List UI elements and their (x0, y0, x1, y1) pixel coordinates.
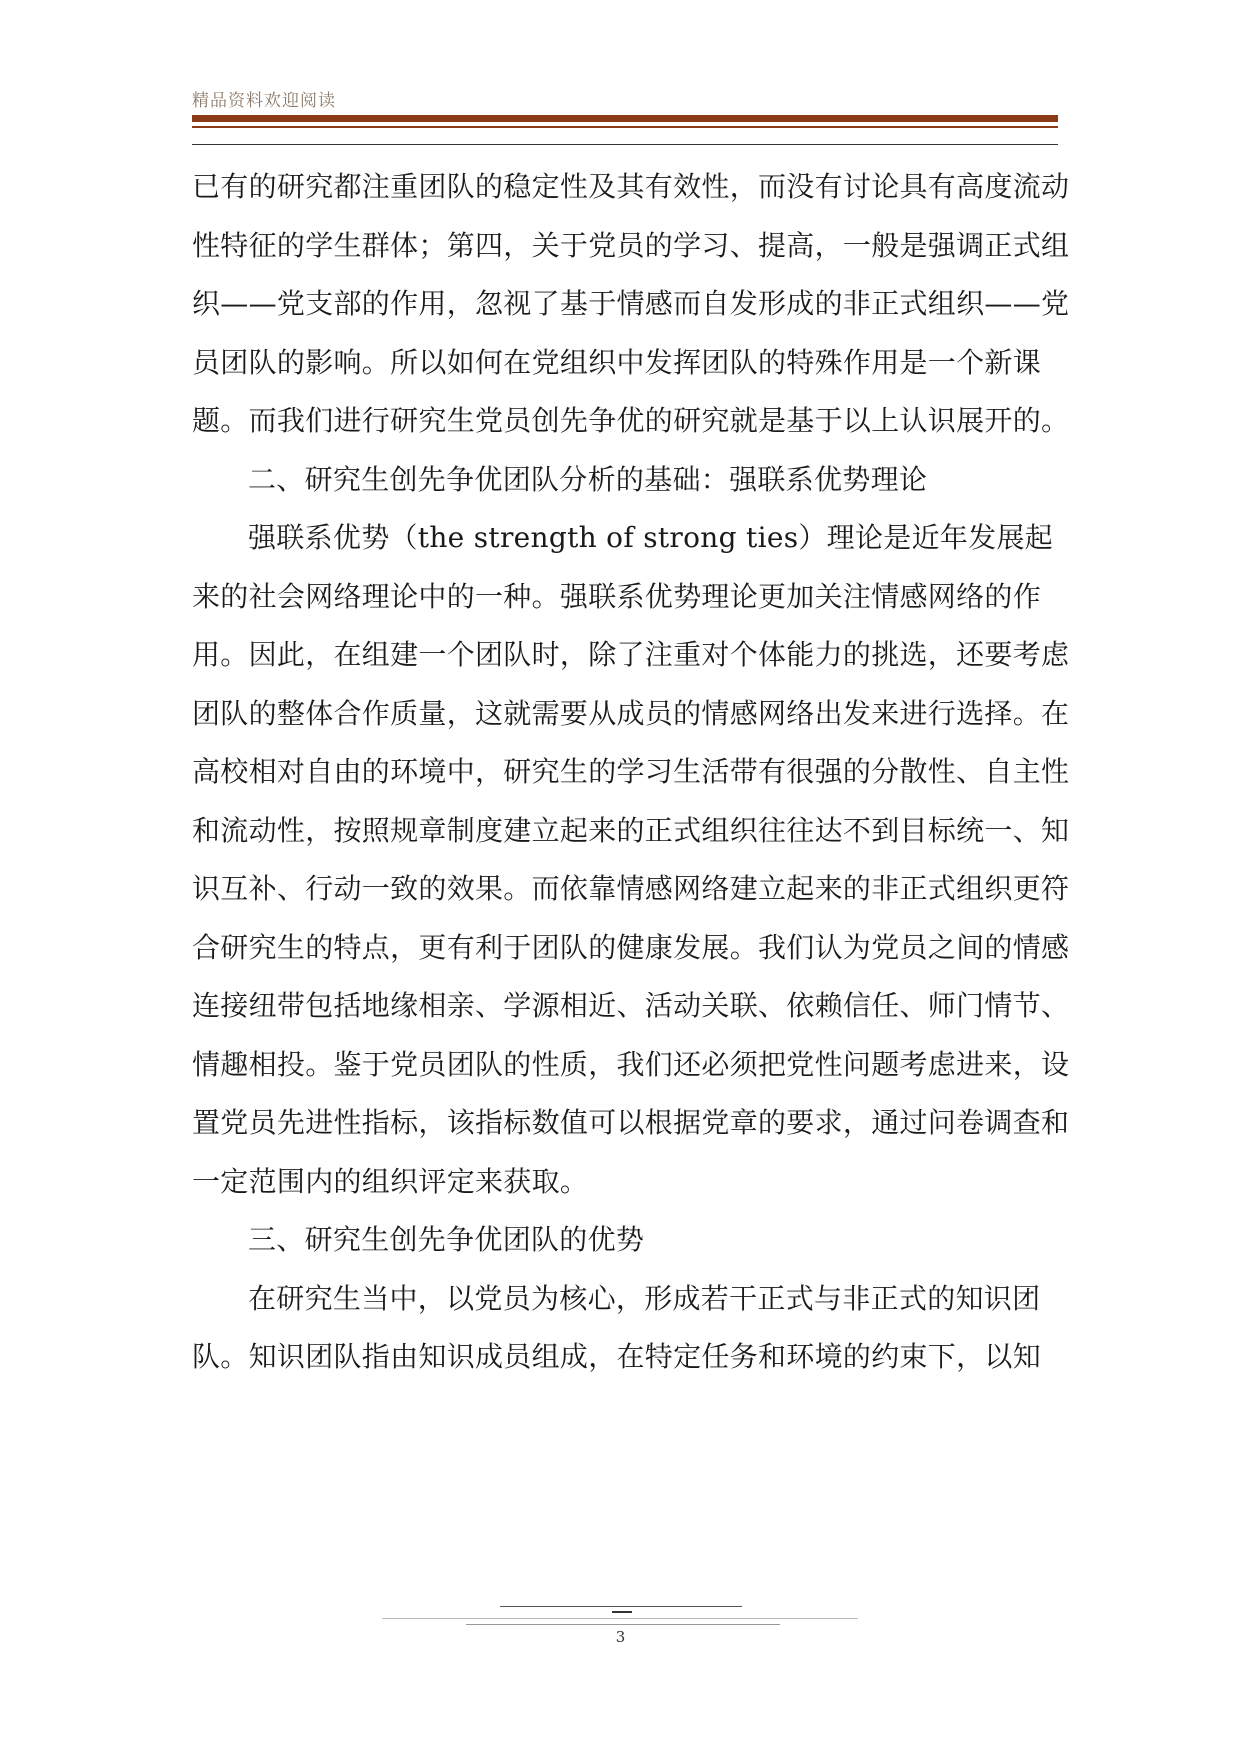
section-heading-3: 三、研究生创先争优团队的优势 (248, 1223, 645, 1256)
page-header-title: 精品资料欢迎阅读 (192, 91, 336, 111)
paragraph-continuation: 已有的研究都注重团队的稳定性及其有效性，而没有讨论具有高度流动性特征的学生群体；第四，关于党员的学习、提高，一般是强调正式组织——党支部的作用，忽视了基于情感而自发形成的非正式组织——党员团队的影响。所以如何在党组织中发挥团队的特殊作用是一个新课题。而我们进行研究生党员创先争优的研究就是基于以上认识展开的。 (192, 170, 1070, 437)
body-text (192, 158, 1072, 1387)
footer-rule-bottom (466, 1624, 780, 1625)
paragraph-strong-ties: 强联系优势（the strength of strong ties）理论是近年发展起来的社会网络理论中的一种。强联系优势理论更加关注情感网络的作用。因此，在组建一个团队时，除了注重对个体能力的挑选，还要考虑团队的整体合作质量，这就需要从成员的情感网络出发来进行选择。在高校相对自由的环境中，研究生的学习生活带有很强的分散性、自主性和流动性，按照规章制度建立起来的正式组织往往达不到目标统一、知识互补、行动一致的效果。而依靠情感网络建立起来的非正式组织更符合研究生的特点，更有利于团队的健康发展。我们认为党员之间的情感连接纽带包括地缘相亲、学源相近、活动关联、依赖信任、师门情节、情趣相投。鉴于党员团队的性质，我们还必须把党性问题考虑进来，设置党员先进性指标，该指标数值可以根据党章的要求，通过问卷调查和一定范围内的组织评定来获取。 (192, 521, 1070, 1198)
section-heading-2: 二、研究生创先争优团队分析的基础：强联系优势理论 (248, 462, 928, 496)
footer-rule-middle (382, 1618, 858, 1619)
paragraph-knowledge-team: 在研究生当中，以党员为核心，形成若干正式与非正式的知识团队。知识团队指由知识成员组成，在特定任务和环境的约束下，以知 (192, 1281, 1042, 1373)
footer-mark (612, 1611, 632, 1613)
header-rule-thick (192, 115, 1058, 122)
page-number: 3 (615, 1628, 626, 1646)
header-rule-thin (192, 126, 1058, 128)
header-rule-underline (192, 144, 1058, 145)
footer-rule-top (500, 1606, 742, 1607)
